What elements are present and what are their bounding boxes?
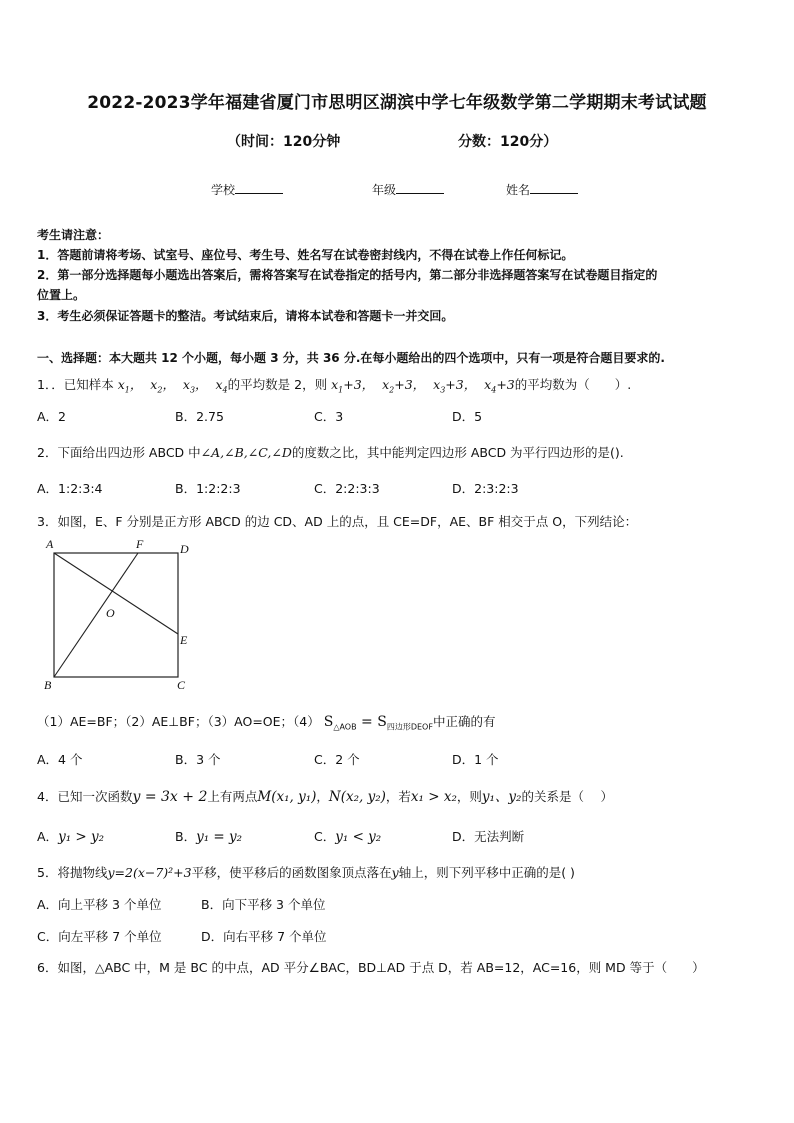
q2-stem-a: 2．下面给出四边形 ABCD 中 — [37, 445, 201, 460]
school-field — [211, 181, 283, 198]
q4-stem-e: 的关系是（ ） — [521, 789, 613, 804]
exam-score: 分数：120分） — [458, 134, 558, 150]
exam-title: 2022-2023学年福建省厦门市思明区湖滨中学七年级数学第二学期期末考试试题 — [87, 93, 707, 113]
label-c: C — [177, 678, 186, 692]
q3-option-b[interactable]: B．3 个 — [175, 752, 221, 767]
name-blank — [530, 181, 578, 194]
section-heading: 一、选择题：本大题共 12 个小题，每小题 3 分，共 36 分.在每小题给出的四个选项中，只有一项是符合题目要求的. — [37, 351, 665, 365]
grade-field — [372, 181, 444, 198]
notice-item: 3．考生必须保证答题卡的整洁。考试结束后，请将本试卷和答题卡一并交回。 — [37, 309, 454, 323]
question-2-stem — [37, 443, 624, 461]
label-o: O — [106, 606, 115, 620]
question-5-stem — [37, 863, 575, 881]
q5-option-a[interactable]: A．向上平移 3 个单位 — [37, 897, 162, 912]
q1-option-d[interactable]: D．5 — [452, 409, 483, 424]
q4-relation: y₁、y₂ — [481, 789, 522, 805]
school-label: 学校 — [211, 183, 236, 197]
q4-point-n: N(x₂, y₂) — [328, 789, 386, 805]
q1-prefix: 1．．已知样本 — [37, 377, 114, 392]
grade-blank — [396, 181, 444, 194]
q3-option-d[interactable]: D．1 个 — [452, 752, 499, 767]
q3-conclusion-list: （1）AE=BF；（2）AE⊥BF；（3）AO=OE；（4） — [37, 714, 320, 729]
question-6-stem: 6．如图，△ABC 中，M 是 BC 的中点，AD 平分∠BAC，BD⊥AD 于点 D，若 AB=12，AC=16，则 MD 等于（ ） — [37, 960, 705, 975]
q4-function: y = 3x + 2 — [132, 789, 208, 805]
q4-stem-a: 4．已知一次函数 — [37, 789, 133, 804]
q3-option-a[interactable]: A．4 个 — [37, 752, 83, 767]
name-field — [506, 181, 578, 198]
grade-label: 年级 — [372, 183, 397, 197]
exam-time: （时间：120分钟 — [227, 134, 341, 150]
label-f: F — [136, 537, 144, 551]
q3-area-aob: △AOB — [333, 722, 357, 732]
q4-point-m: M(x₁, y₁) — [257, 789, 317, 805]
school-blank — [235, 181, 283, 194]
question-3-stem: 3．如图，E、F 分别是正方形 ABCD 的边 CD、AD 上的点，且 CE=DF，AE、BF 相交于点 O，下列结论： — [37, 514, 638, 529]
q4-condition: x₁ > x₂ — [410, 789, 457, 805]
q5-stem-a: 5．将抛物线 — [37, 865, 108, 880]
q2-option-d[interactable]: D．2:3:2:3 — [452, 481, 519, 496]
q3-area-deof: 四边形DEOF — [386, 722, 433, 732]
q1-mean-text: 的平均数是 2，则 — [227, 377, 328, 392]
notice-item: 2．第一部分选择题每小题选出答案后，需将答案写在试卷指定的括号内，第二部分非选择题答案写在试卷题目指定的 — [37, 268, 658, 282]
question-4-stem: 4．已知一次函数y = 3x + 2上有两点M(x₁, y₁)，N(x₂, y₂)，若x₁ > x₂，则y₁、y₂的关系是（ ） — [37, 789, 613, 805]
q1-option-b[interactable]: B．2.75 — [175, 409, 224, 424]
q3-area-s: S — [323, 714, 334, 730]
q4-option-a[interactable] — [37, 827, 104, 845]
q4-stem-d: ，则 — [456, 789, 482, 804]
q5-option-c[interactable]: C．向左平移 7 个单位 — [37, 929, 162, 944]
q5-axis: y — [391, 865, 399, 880]
q5-stem-b: 平移，使平移后的函数图象顶点落在 — [191, 865, 392, 880]
q1-option-a[interactable]: A．2 — [37, 409, 67, 424]
square-abcd — [54, 553, 178, 677]
name-label: 姓名 — [506, 183, 531, 197]
q4-option-a-math: y₁ > y₂ — [58, 829, 105, 845]
q4-option-c-math: y₁ < y₂ — [335, 829, 382, 845]
q1-shifted: $x_1+3$， $x_2+3$， $x_3+3$， $x_4+3$ — [331, 377, 515, 395]
q5-parabola: y=2(x−7)²+3 — [107, 865, 192, 880]
q4-option-b-math: y₁ = y₂ — [196, 829, 243, 845]
q1-samples: $x_1$， $x_2$， $x_3$， $x_4$ — [117, 377, 228, 395]
notice-heading: 考生请注意： — [37, 228, 110, 242]
q3-tail: 中正确的有 — [432, 714, 496, 729]
q5-option-b[interactable]: B．向下平移 3 个单位 — [201, 897, 326, 912]
notice-item: 1．答题前请将考场、试室号、座位号、考生号、姓名写在试卷密封线内，不得在试卷上作任何标记。 — [37, 248, 574, 262]
q3-option-c[interactable]: C．2 个 — [314, 752, 360, 767]
q3-area-eq: = S — [356, 714, 387, 730]
segment-ae — [54, 553, 178, 634]
q4-stem-b: 上有两点 — [207, 789, 258, 804]
q1-ask: 的平均数为（ ）. — [514, 377, 632, 392]
q5-stem-c: 轴上，则下列平移中正确的是( ) — [398, 865, 575, 880]
label-e: E — [180, 633, 188, 647]
q4-option-b[interactable] — [175, 827, 242, 845]
square-figure — [40, 536, 200, 694]
label-d: D — [180, 542, 189, 556]
q4-option-c[interactable] — [314, 827, 381, 845]
q2-option-c[interactable]: C．2:2:3:3 — [314, 481, 380, 496]
q4-option-b-label: B． — [175, 829, 197, 844]
q5-option-d[interactable]: D．向右平移 7 个单位 — [201, 929, 327, 944]
q4-stem-c: ，若 — [385, 789, 411, 804]
q2-angles: ∠A,∠B,∠C,∠D — [200, 445, 292, 460]
q4-option-a-label: A． — [37, 829, 59, 844]
q2-stem-b: 的度数之比，其中能判定四边形 ABCD 为平行四边形的是(). — [291, 445, 624, 460]
q4-option-d[interactable]: D．无法判断 — [452, 829, 525, 844]
q1-option-c[interactable]: C．3 — [314, 409, 344, 424]
q4-option-c-label: C． — [314, 829, 336, 844]
question-1-stem — [37, 375, 631, 395]
label-a: A — [46, 537, 54, 551]
q3-conclusions — [37, 712, 495, 733]
q2-option-b[interactable]: B．1:2:2:3 — [175, 481, 241, 496]
label-b: B — [44, 678, 52, 692]
notice-item: 位置上。 — [37, 288, 86, 302]
segment-bf — [54, 553, 138, 677]
q2-option-a[interactable]: A．1:2:3:4 — [37, 481, 103, 496]
